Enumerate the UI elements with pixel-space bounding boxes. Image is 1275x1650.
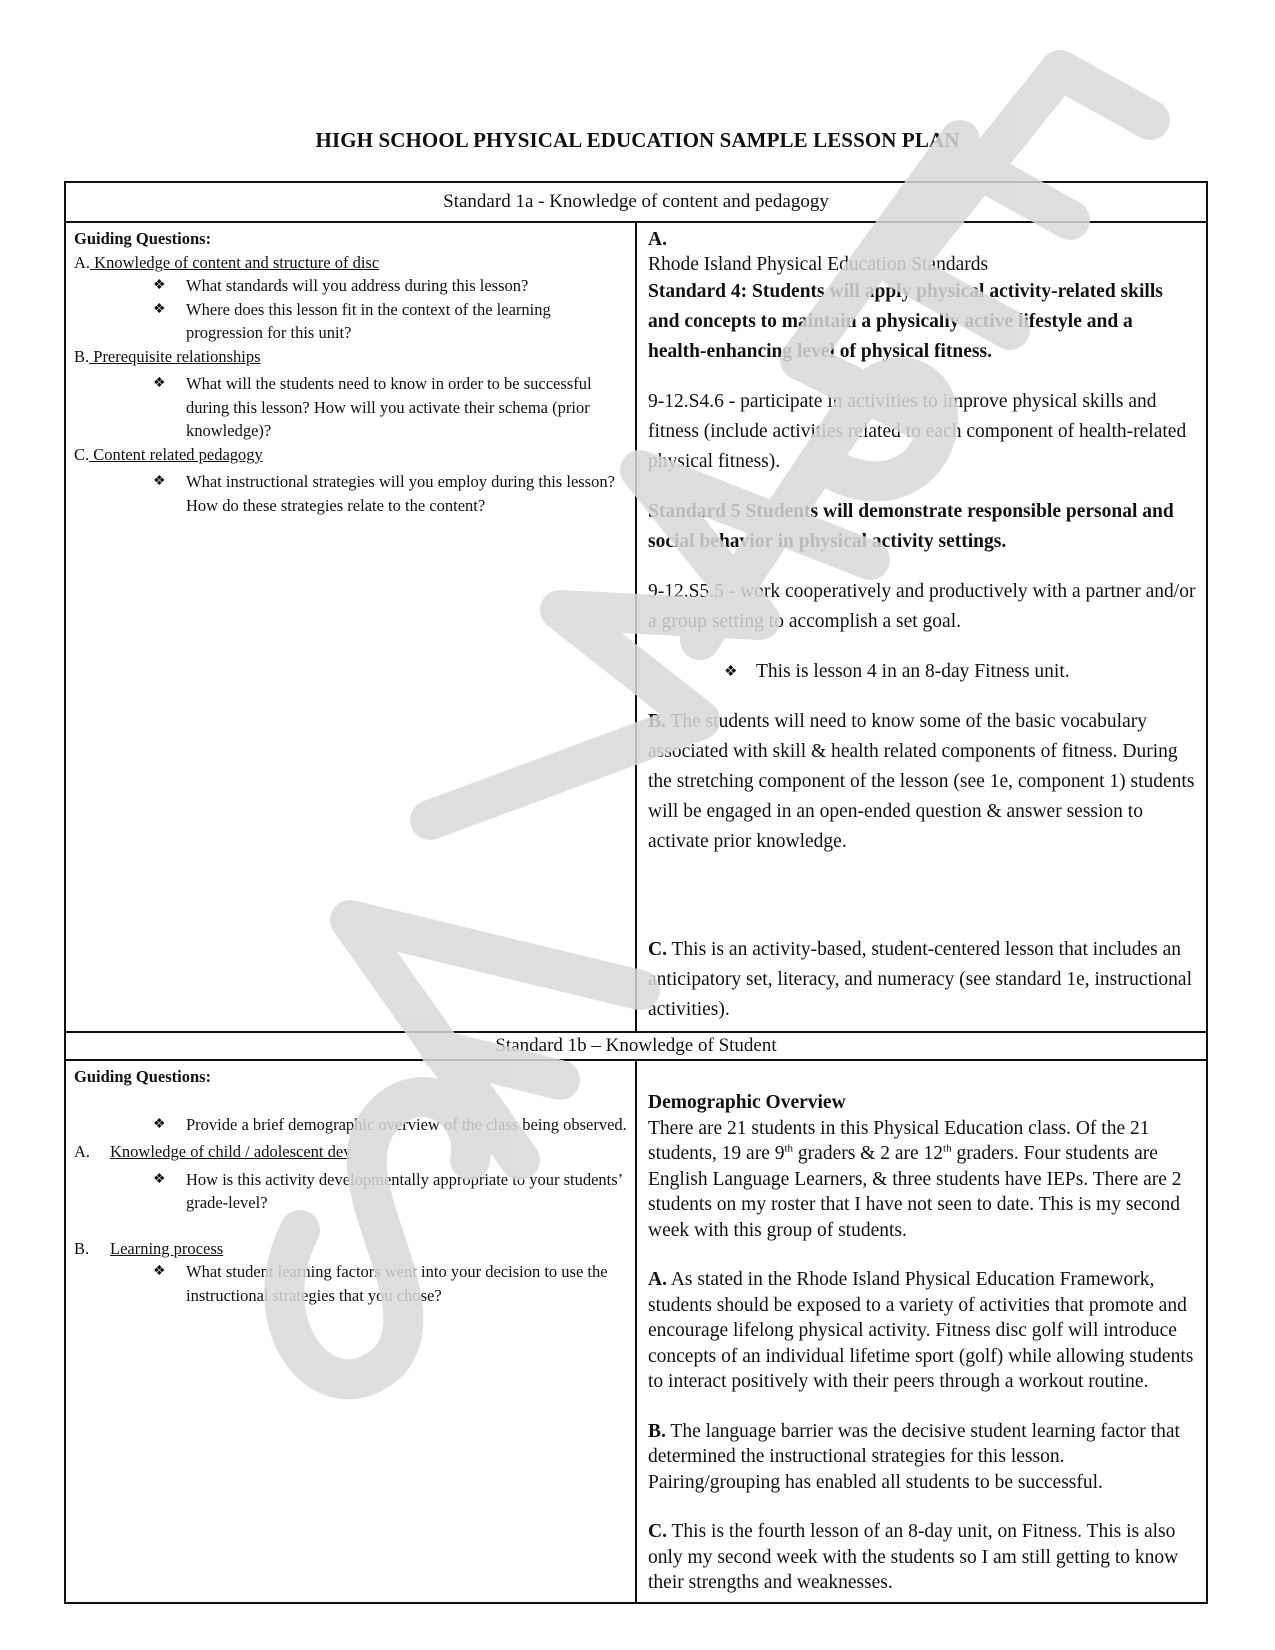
heading-c bbox=[74, 443, 627, 467]
diamond-bullet-icon: ❖ bbox=[153, 1171, 166, 1187]
standard-4: Standard 4: Students will apply physical activity-related skills and concepts to maintain a physically active lifestyle and a health-enhancing level of physical fitness. bbox=[648, 281, 1163, 362]
diamond-bullet-icon: ❖ bbox=[153, 301, 166, 317]
heading-a-text: Knowledge of child / adolescent dev bbox=[110, 1142, 352, 1161]
standard-5: Standard 5 Students will demonstrate responsible personal and social behavior in physical activity settings. bbox=[648, 501, 1174, 552]
demographic-text-2: graders & 2 are 12 bbox=[793, 1143, 944, 1164]
heading-c-prefix: C. bbox=[74, 444, 90, 464]
response-b bbox=[648, 707, 1196, 857]
response-a bbox=[648, 1267, 1196, 1395]
heading-a-prefix: A. bbox=[74, 1142, 91, 1161]
section2-guiding-questions bbox=[65, 1060, 636, 1603]
bullet-item bbox=[74, 1168, 627, 1215]
response-c bbox=[648, 935, 1196, 1025]
guiding-questions-label: Guiding Questions: bbox=[74, 229, 212, 248]
heading-b bbox=[74, 1237, 627, 1261]
lesson-plan-table bbox=[64, 181, 1208, 1604]
guiding-questions-label: Guiding Questions: bbox=[74, 1067, 212, 1086]
diamond-bullet-icon: ❖ bbox=[724, 664, 738, 680]
bullet-text: What student learning factors went into your decision to use the instructional strategies that you chose? bbox=[186, 1262, 608, 1305]
response-b-text: The language barrier was the decisive student learning factor that determined the instructional strategies for this lesson. Pairing/grouping has enabled all students to be successful. bbox=[648, 1420, 1180, 1493]
section2-header-row bbox=[65, 1032, 1207, 1060]
section2-header: Standard 1b – Knowledge of Student bbox=[65, 1032, 1207, 1060]
heading-b-prefix: B. bbox=[74, 1238, 90, 1258]
bullet-item bbox=[74, 372, 627, 443]
section1-body-row bbox=[65, 222, 1207, 1032]
heading-a bbox=[74, 251, 627, 275]
diamond-bullet-icon: ❖ bbox=[153, 376, 166, 391]
bullet-text: What instructional strategies will you employ during this lesson? How do these strategies relate to the content? bbox=[186, 472, 615, 515]
heading-a bbox=[74, 1140, 627, 1164]
lesson-note-text: This is lesson 4 in an 8-day Fitness unit. bbox=[756, 661, 1070, 682]
diamond-bullet-icon: ❖ bbox=[153, 1264, 166, 1279]
heading-c-text: Content related pedagogy bbox=[89, 444, 263, 464]
bullet-item bbox=[74, 470, 627, 517]
bullet-text: What will the students need to know in order to be successful during this lesson? How will you activate their schema (prior knowledge)? bbox=[186, 374, 592, 440]
heading-a-text: Knowledge of content and structure of disc bbox=[90, 252, 380, 272]
ordinal-suffix: th bbox=[784, 1142, 794, 1155]
demographic-text bbox=[648, 1116, 1196, 1244]
response-c-text: This is an activity-based, student-centered lesson that includes an anticipatory set, literacy, and numeracy (see standard 1e, instructional activities). bbox=[648, 939, 1192, 1020]
diamond-bullet-icon: ❖ bbox=[153, 278, 166, 293]
response-c-text: This is the fourth lesson of an 8-day unit, on Fitness. This is also only my second week with the students so I am still getting to know their strengths and weaknesses. bbox=[648, 1521, 1179, 1593]
heading-b bbox=[74, 345, 627, 369]
bullet-text: What standards will you address during this lesson? bbox=[186, 276, 529, 295]
bullet-item bbox=[74, 274, 627, 298]
response-a-label: A. bbox=[648, 1269, 667, 1290]
diamond-bullet-icon: ❖ bbox=[153, 474, 166, 489]
standard-4-6: 9-12.S4.6 - participate in activities to improve physical skills and fitness (include activities related to each component of health-related physical fitness). bbox=[648, 391, 1187, 472]
demographic-text-1: There are 21 students in this Physical Education class. Of the 21 students, 19 are 9 bbox=[648, 1117, 1150, 1164]
response-a-label: A. bbox=[648, 229, 667, 250]
diamond-bullet-icon: ❖ bbox=[153, 1116, 166, 1132]
demographic-heading: Demographic Overview bbox=[648, 1092, 846, 1113]
section1-responses bbox=[636, 222, 1207, 1032]
lesson-note bbox=[648, 657, 1196, 687]
document-title: HIGH SCHOOL PHYSICAL EDUCATION SAMPLE LESSON PLAN bbox=[315, 128, 960, 152]
section1-header: Standard 1a - Knowledge of content and pedagogy bbox=[65, 182, 1207, 222]
response-c-label: C. bbox=[648, 1521, 667, 1542]
ordinal-suffix: th bbox=[943, 1142, 952, 1155]
section1-guiding-questions bbox=[65, 222, 636, 1032]
bullet-text: Provide a brief demographic overview of the class being observed. bbox=[186, 1114, 627, 1134]
standard-5-5: 9-12.S5.5 - work cooperatively and productively with a partner and/or a group setting to accomplish a set goal. bbox=[648, 581, 1196, 632]
heading-b-prefix: B. bbox=[74, 346, 90, 366]
bullet-text: How is this activity developmentally appropriate to your students’ grade-level? bbox=[186, 1169, 622, 1212]
response-b-text: The students will need to know some of the basic vocabulary associated with skill & health related components of fitness. During the stretching component of the lesson (see 1e, component 1) students will be engaged in an open-ended question & answer session to activate prior knowledge. bbox=[648, 711, 1195, 852]
ri-standards-title: Rhode Island Physical Education Standards bbox=[648, 254, 989, 275]
response-b bbox=[648, 1419, 1196, 1496]
demographic-text-3: graders. Four students are English Language Learners, & three students have IEPs. There are 2 students on my roster that I have not seen to date. This is my second week with this group of students. bbox=[648, 1143, 1182, 1241]
response-c-label: C. bbox=[648, 939, 667, 960]
bullet-item bbox=[74, 1260, 627, 1307]
response-b-label: B. bbox=[648, 711, 666, 732]
response-a-text: As stated in the Rhode Island Physical Education Framework, students should be exposed to a variety of activities that promote and encourage lifelong physical activity. Fitness disc golf will introduce concepts of an individual lifetime sport (golf) while allowing students to interact positively with their peers through a workout routine. bbox=[648, 1269, 1194, 1392]
section2-responses bbox=[636, 1060, 1207, 1603]
section2-body-row bbox=[65, 1060, 1207, 1603]
bullet-item bbox=[74, 298, 627, 345]
response-b-label: B. bbox=[648, 1420, 666, 1442]
response-c bbox=[648, 1519, 1196, 1596]
heading-b-text: Prerequisite relationships bbox=[89, 346, 261, 366]
bullet-item bbox=[74, 1113, 627, 1137]
heading-b-text: Learning process bbox=[110, 1238, 224, 1258]
section1-header-row bbox=[65, 182, 1207, 222]
heading-a-prefix: A. bbox=[74, 252, 91, 272]
bullet-text: Where does this lesson fit in the context of the learning progression for this unit? bbox=[186, 299, 551, 342]
